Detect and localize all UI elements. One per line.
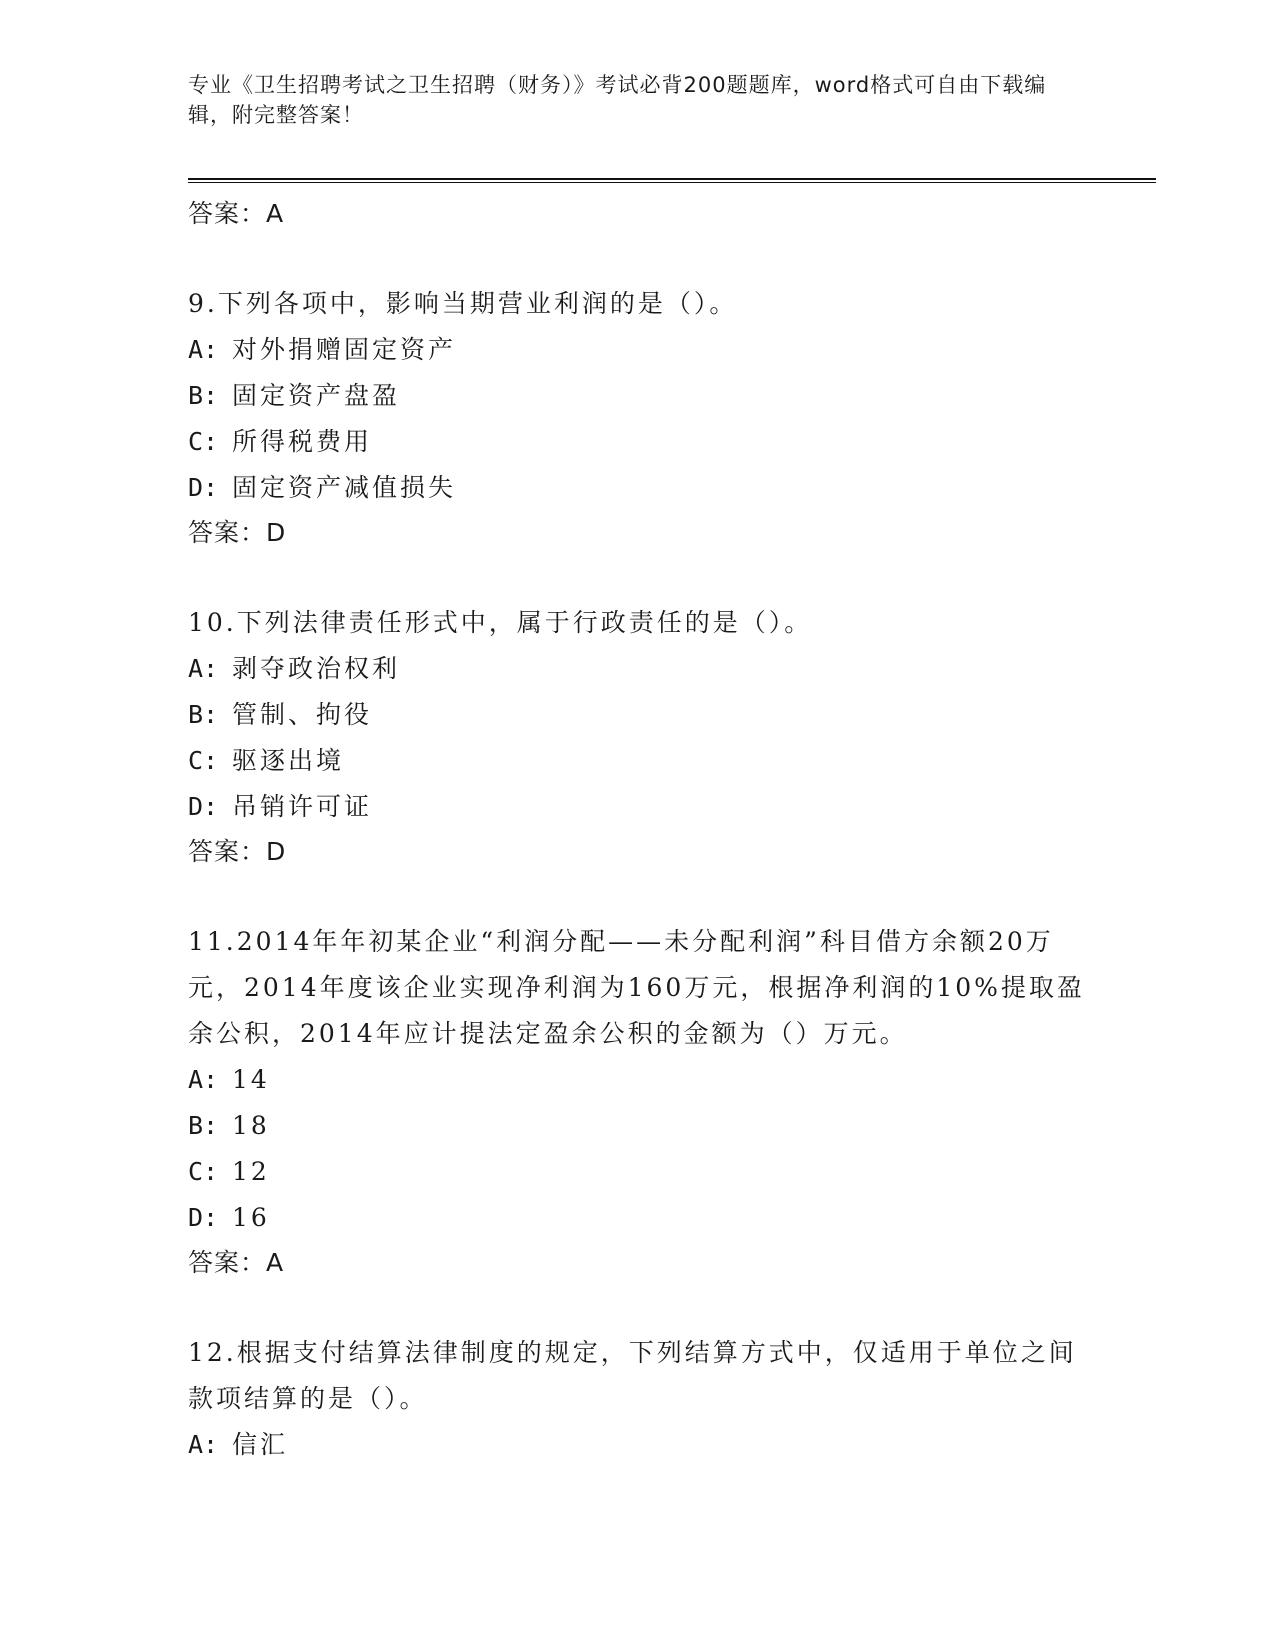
option-item — [188, 738, 1088, 784]
option-letter: D: — [188, 473, 219, 502]
option-text: 所得税费用 — [232, 427, 373, 456]
question-text: 11.2014年年初某企业“利润分配——未分配利润”科目借方余额20万元，2014年度该企业实现净利润为160万元，根据净利润的10%提取盈余公积，2014年应计提法定盈余公积的金额为（）万元。 — [188, 927, 1085, 1048]
answer-line: 答案：A — [188, 1248, 285, 1277]
option-letter: C: — [188, 746, 219, 775]
option-item — [188, 327, 1088, 373]
question-text: 10.下列法律责任形式中，属于行政责任的是（）。 — [188, 608, 813, 637]
option-text: 16 — [232, 1203, 270, 1232]
option-item — [188, 692, 1088, 738]
option-letter: A: — [188, 1430, 219, 1459]
question-block — [188, 281, 1088, 555]
option-text: 吊销许可证 — [232, 792, 373, 821]
question-block — [188, 600, 1088, 874]
option-item — [188, 1149, 1088, 1195]
question-block — [188, 1330, 1088, 1468]
option-text: 对外捐赠固定资产 — [232, 335, 457, 364]
option-letter: C: — [188, 427, 219, 456]
answer-line: 答案：D — [188, 837, 287, 866]
answer-line: 答案：A — [188, 199, 285, 228]
option-item — [188, 1057, 1088, 1103]
option-item — [188, 1103, 1088, 1149]
option-text: 信汇 — [232, 1430, 289, 1459]
option-item — [188, 465, 1088, 511]
option-text: 驱逐出境 — [232, 746, 345, 775]
option-text: 管制、拘役 — [232, 700, 373, 729]
option-letter: A: — [188, 335, 219, 364]
option-text: 固定资产减值损失 — [232, 473, 457, 502]
answer-line: 答案：D — [188, 518, 287, 547]
question-text: 9.下列各项中，影响当期营业利润的是（）。 — [188, 289, 738, 318]
option-letter: D: — [188, 792, 219, 821]
option-text: 固定资产盘盈 — [232, 381, 401, 410]
option-letter: B: — [188, 381, 219, 410]
option-item — [188, 1195, 1088, 1241]
question-block — [188, 919, 1088, 1285]
option-letter: A: — [188, 654, 219, 683]
option-letter: B: — [188, 1111, 219, 1140]
option-letter: B: — [188, 700, 219, 729]
option-text: 12 — [232, 1157, 270, 1186]
header-divider — [188, 178, 1156, 183]
option-item — [188, 1422, 1088, 1468]
page-header: 专业《卫生招聘考试之卫生招聘（财务）》考试必背200题题库，word格式可自由下载编辑，附完整答案！ — [188, 73, 1047, 127]
option-item — [188, 419, 1088, 465]
option-item — [188, 373, 1088, 419]
question-text: 12.根据支付结算法律制度的规定，下列结算方式中，仅适用于单位之间款项结算的是（）。 — [188, 1338, 1077, 1413]
option-item — [188, 646, 1088, 692]
option-letter: A: — [188, 1065, 219, 1094]
option-text: 14 — [232, 1065, 270, 1094]
option-letter: C: — [188, 1157, 219, 1186]
option-text: 18 — [232, 1111, 270, 1140]
option-letter: D: — [188, 1203, 219, 1232]
question-list — [188, 192, 1088, 1468]
option-item — [188, 784, 1088, 830]
option-text: 剥夺政治权利 — [232, 654, 401, 683]
